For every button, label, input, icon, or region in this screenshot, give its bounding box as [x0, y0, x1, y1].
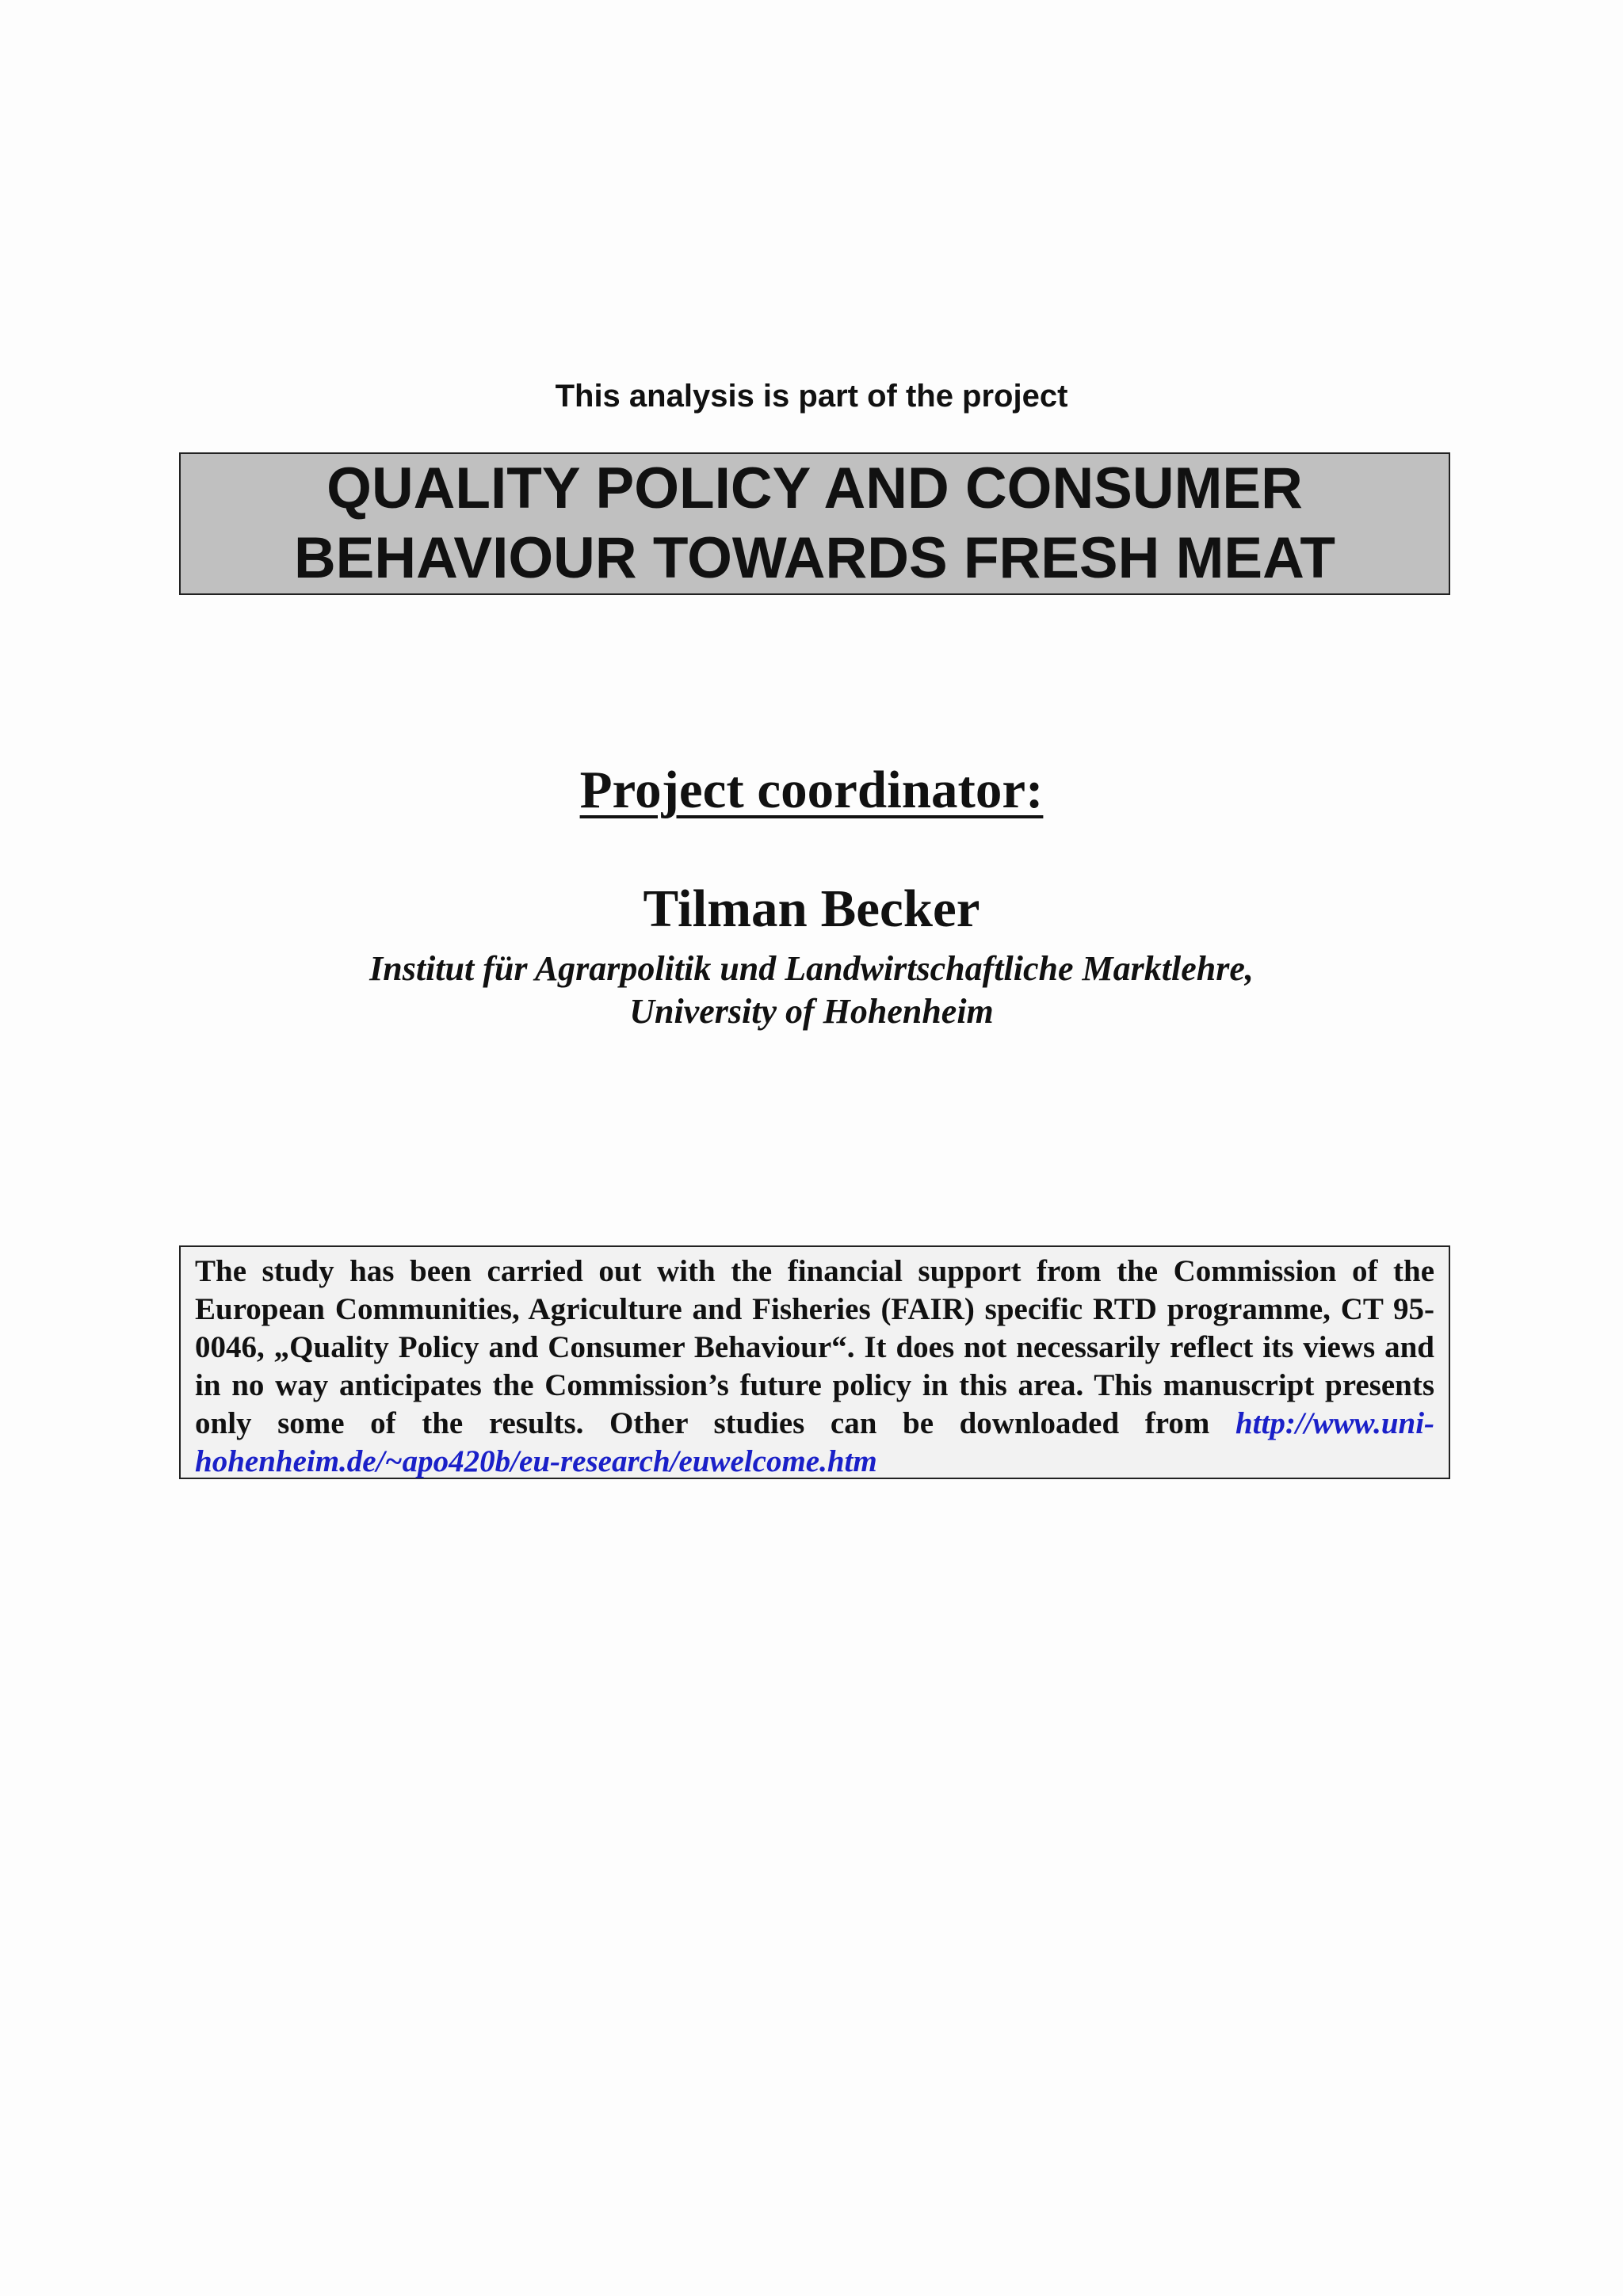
affiliation-line-1: Institut für Agrarpolitik und Landwirtschaftliche Marktlehre, [369, 949, 1254, 988]
project-title-line-1: QUALITY POLICY AND CONSUMER [327, 456, 1303, 521]
project-title-line-2: BEHAVIOUR TOWARDS FRESH MEAT [293, 526, 1336, 590]
coordinator-heading [0, 757, 1623, 823]
coordinator-affiliation [0, 948, 1623, 1033]
affiliation-line-2: University of Hohenheim [629, 992, 994, 1031]
coordinator-name: Tilman Becker [643, 879, 980, 938]
eu-research-link[interactable]: http://www.uni-hohenheim.de/~apo420b/eu-research/euwelcome.htm [195, 1406, 1435, 1478]
coordinator-label: Project coordinator: [579, 761, 1044, 819]
funding-notice-box [179, 1245, 1450, 1479]
funding-notice-text: The study has been carried out with the financial support from the Commission of the European Communities, Agriculture and Fisheries (FAIR) specific RTD programme, CT 95-0046, „Quality Policy and Consumer Behaviour“. It does not necessarily reflect its views and in no way anticipates the Commission’s future policy in this area. This manuscript presents only some of the results. Other studies can be downloaded from [195, 1254, 1434, 1440]
project-title-box [179, 452, 1450, 595]
intro-text: This analysis is part of the project [555, 379, 1068, 414]
